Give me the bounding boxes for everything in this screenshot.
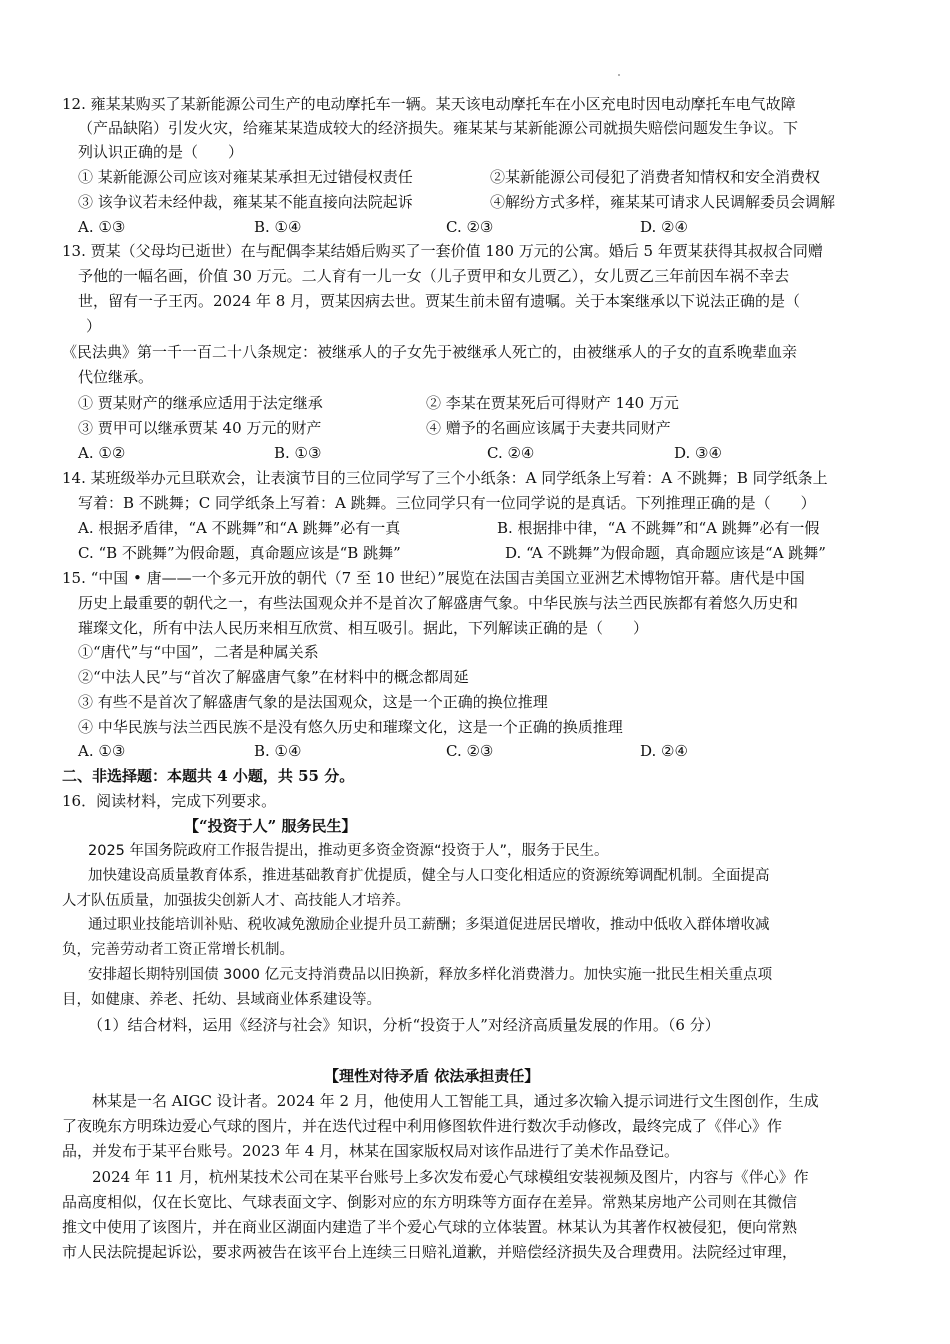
q15-stem-line-2: 历史上最重要的朝代之一，有些法国观众并不是首次了解盛唐气象。中华民族与法兰西民族都有着悠久历史和 [78, 594, 799, 612]
q13-stem-line-3: 世，留有一子王丙。2024 年 8 月，贾某因病去世。贾某生前未留有遗嘱。关于本案继承以下说法正确的是（ [78, 292, 801, 310]
q13-option-a: A. ①② [78, 444, 126, 462]
q16-task-1: （1）结合材料，运用《经济与社会》知识，分析“投资于人”对经济高质量发展的作用。（6 分） [88, 1016, 720, 1034]
q15-statement-2: ②“中法人民”与“首次了解盛唐气象”在材料中的概念都周延 [78, 668, 469, 686]
q12-option-c: C. ②③ [446, 218, 494, 236]
q13-law-line-2: 代位继承。 [78, 368, 154, 386]
q16-material-2-para-2-line-2: 品高度相似，仅在长宽比、气球表面文字、倒影对应的东方明珠等方面存在差异。常熟某房地产公司则在其微信 [62, 1193, 798, 1211]
q15-option-a: A. ①③ [78, 742, 126, 760]
q12-stem-line-1: 12. 雍某某购买了某新能源公司生产的电动摩托车一辆。某天该电动摩托车在小区充电时因电动摩托车电气故障 [62, 95, 796, 113]
q13-stem-line-1: 13. 贾某（父母均已逝世）在与配偶李某结婚后购买了一套价值 180 万元的公寓。婚后 5 年贾某获得其叔叔合同赠 [62, 242, 823, 260]
q16-material-2-title: 【理性对待矛盾 依法承担责任】 [324, 1067, 540, 1085]
q13-option-c: C. ②④ [487, 444, 535, 462]
q16-material-2-para-2-line-1: 2024 年 11 月，杭州某技术公司在某平台账号上多次发布爱心气球模组安装视频及图片，内容与《伴心》作 [92, 1168, 809, 1186]
q15-stem-line-3: 璀璨文化，所有中法人民历来相互欣赏、相互吸引。据此，下列解读正确的是（ ） [78, 619, 649, 637]
q13-stem-line-4: ） [86, 317, 102, 335]
q15-option-d: D. ②④ [640, 742, 688, 760]
q12-statement-1: ① 某新能源公司应该对雍某某承担无过错侵权责任 [78, 168, 413, 186]
q14-stem-line-1: 14. 某班级举办元旦联欢会，让表演节目的三位同学写了三个小纸条：A 同学纸条上写着：A 不跳舞；B 同学纸条上 [62, 469, 828, 487]
q16-material-1-para-4-line-1: 安排超长期特别国债 3000 亿元支持消费品以旧换新，释放多样化消费潜力。加快实施一批民生相关重点项 [88, 967, 773, 983]
q12-stem-line-2: （产品缺陷）引发火灾，给雍某某造成较大的经济损失。雍某某与某新能源公司就损失赔偿问题发生争议。下 [78, 119, 799, 137]
q13-statement-3: ③ 贾甲可以继承贾某 40 万元的财产 [78, 419, 322, 437]
q16-material-1-para-2-line-2: 人才队伍质量，加强拔尖创新人才、高技能人才培养。 [62, 893, 410, 909]
q16-intro: 16．阅读材料，完成下列要求。 [62, 792, 277, 810]
q12-statement-2: ②某新能源公司侵犯了消费者知情权和安全消费权 [490, 168, 821, 186]
page-mark [618, 74, 620, 76]
q16-material-1-title: 【“投资于人” 服务民生】 [184, 817, 357, 835]
q16-material-2-para-1-line-3: 品，并发布于某平台账号。2023 年 4 月，林某在国家版权局对该作品进行了美术作品登记。 [62, 1142, 680, 1160]
q16-material-1-para-2-line-1: 加快建设高质量教育体系，推进基础教育扩优提质，健全与人口变化相适应的资源统筹调配机制。全面提高 [88, 868, 770, 884]
q15-statement-1: ①“唐代”与“中国”，二者是种属关系 [78, 643, 319, 661]
q12-stem-line-3: 列认识正确的是（ ） [78, 143, 244, 161]
q15-statement-3: ③ 有些不是首次了解盛唐气象的是法国观众，这是一个正确的换位推理 [78, 693, 548, 711]
q15-option-c: C. ②③ [446, 742, 494, 760]
q13-statement-2: ② 李某在贾某死后可得财产 140 万元 [426, 394, 679, 412]
q16-material-2-para-1-line-2: 了夜晚东方明珠边爱心气球的图片，并在迭代过程中利用修图软件进行数次手动修改，最终完成了《伴心》作 [62, 1117, 783, 1135]
q16-material-2-para-2-line-4: 市人民法院提起诉讼，要求两被告在该平台上连续三日赔礼道歉，并赔偿经济损失及合理费用。法院经过审理， [62, 1243, 798, 1261]
q12-statement-4: ④解纷方式多样，雍某某可请求人民调解委员会调解 [490, 193, 836, 211]
q13-statement-4: ④ 赠予的名画应该属于夫妻共同财产 [426, 419, 671, 437]
q13-law-line-1: 《民法典》第一千一百二十八条规定：被继承人的子女先于被继承人死亡的，由被继承人的子女的直系晚辈血亲 [62, 343, 798, 361]
q16-material-1-para-3-line-2: 负，完善劳动者工资正常增长机制。 [62, 942, 294, 958]
q16-material-1-para-1: 2025 年国务院政府工作报告提出，推动更多资金资源“投资于人”，服务于民生。 [88, 843, 609, 859]
q16-material-2-para-2-line-3: 推文中使用了该图片，并在商业区湖面内建造了半个爱心气球的立体装置。林某认为其著作权被侵犯，便向常熟 [62, 1218, 798, 1236]
q16-material-1-para-4-line-2: 目，如健康、养老、托幼、县域商业体系建设等。 [62, 992, 381, 1008]
q12-option-d: D. ②④ [640, 218, 688, 236]
q15-stem-line-1: 15. “中国 • 唐——一个多元开放的朝代（7 至 10 世纪）”展览在法国吉美国立亚洲艺术博物馆开幕。唐代是中国 [62, 569, 805, 587]
q15-option-b: B. ①④ [254, 742, 302, 760]
q12-option-a: A. ①③ [78, 218, 126, 236]
q13-stem-line-2: 予他的一幅名画，价值 30 万元。二人育有一儿一女（儿子贾甲和女儿贾乙），女儿贾乙三年前因车祸不幸去 [78, 267, 790, 285]
q14-option-d: D. “A 不跳舞”为假命题，真命题应该是“A 跳舞” [505, 544, 826, 562]
q14-option-a: A. 根据矛盾律，“A 不跳舞”和“A 跳舞”必有一真 [78, 519, 401, 537]
q13-option-d: D. ③④ [674, 444, 722, 462]
q15-statement-4: ④ 中华民族与法兰西民族不是没有悠久历史和璀璨文化，这是一个正确的换质推理 [78, 718, 623, 736]
q14-stem-line-2: 写着：B 不跳舞；C 同学纸条上写着：A 跳舞。三位同学只有一位同学说的是真话。下列推理正确的是（ ） [78, 494, 816, 512]
q13-statement-1: ① 贾某财产的继承应适用于法定继承 [78, 394, 323, 412]
q13-option-b: B. ①③ [274, 444, 322, 462]
q14-option-b: B. 根据排中律，“A 不跳舞”和“A 跳舞”必有一假 [497, 519, 820, 537]
q16-material-1-para-3-line-1: 通过职业技能培训补贴、税收减免激励企业提升员工薪酬；多渠道促进居民增收，推动中低收入群体增收减 [88, 917, 770, 933]
q12-statement-3: ③ 该争议若未经仲裁，雍某某不能直接向法院起诉 [78, 193, 413, 211]
q12-option-b: B. ①④ [254, 218, 302, 236]
section-2-heading: 二、非选择题：本题共 4 小题，共 55 分。 [62, 767, 355, 785]
q16-material-2-para-1-line-1: 林某是一名 AIGC 设计者。2024 年 2 月，他使用人工智能工具，通过多次输入提示词进行文生图创作，生成 [92, 1092, 819, 1110]
q14-option-c: C. “B 不跳舞”为假命题，真命题应该是“B 跳舞” [78, 544, 401, 562]
